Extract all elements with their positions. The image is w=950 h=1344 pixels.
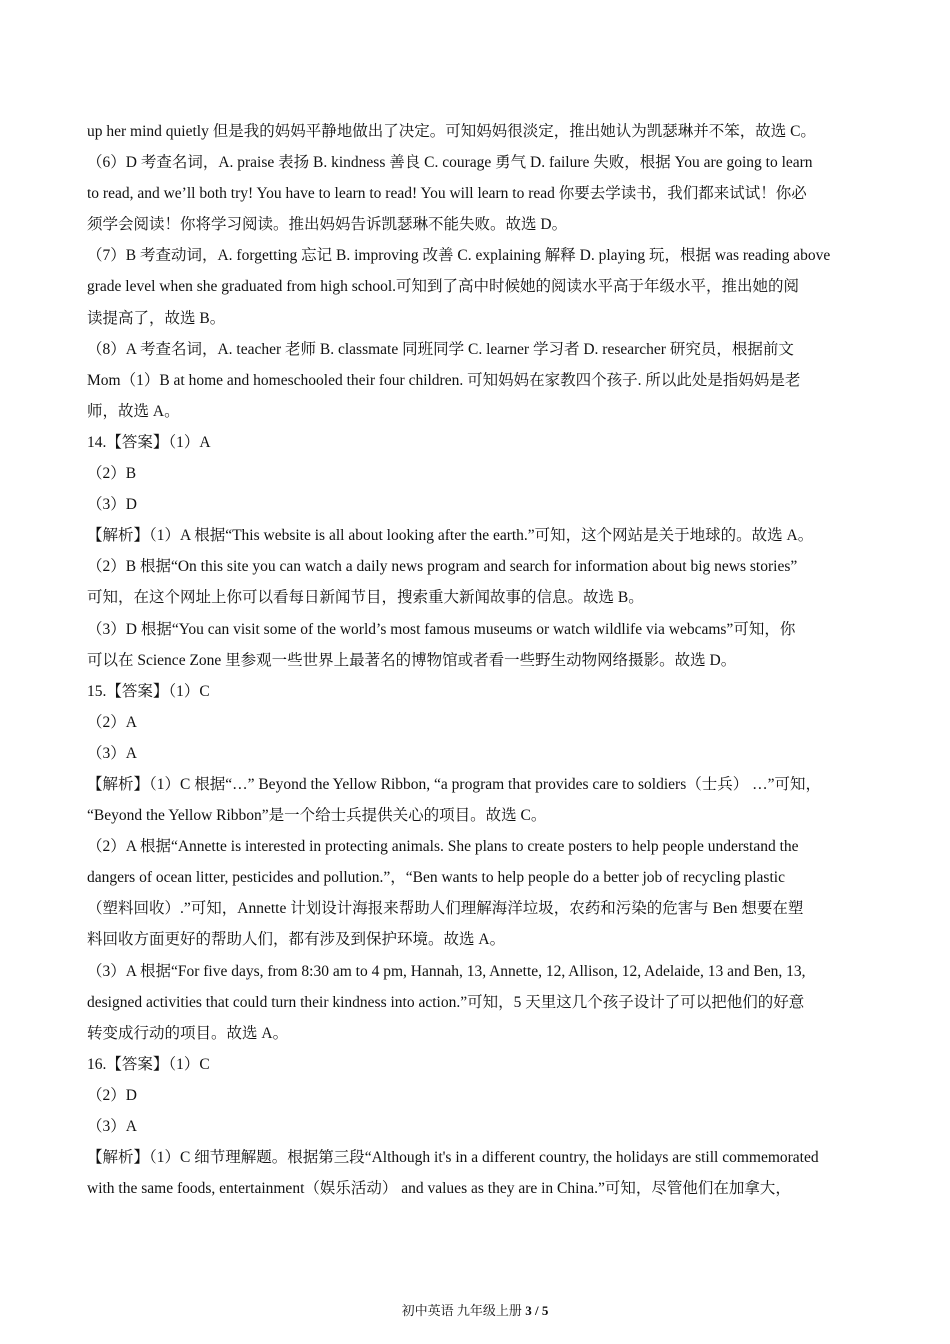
answer-text-body (87, 116, 869, 1204)
text-line: （2）D (87, 1086, 137, 1104)
text-line: up her mind quietly 但是我的妈妈平静地做出了决定。可知妈妈很淡定，推出她认为凯瑟琳并不笨，故选 C。 (87, 123, 816, 140)
text-line: （2）B 根据“On this site you can watch a daily news program and search for information about big news stories” (87, 558, 798, 576)
text-line: 师，故选 A。 (87, 402, 180, 420)
text-line: （2）A (87, 713, 137, 731)
text-line: dangers of ocean litter, pesticides and pollution.”，“Ben wants to help people do a better job of recycling plastic (87, 869, 785, 887)
text-line: （6）D 考查名词，A. praise 表扬 B. kindness 善良 C. courage 勇气 D. failure 失败，根据 You are going to learn (87, 154, 813, 172)
text-line: 料回收方面更好的帮助人们，都有涉及到保护环境。故选 A。 (87, 931, 506, 949)
text-line: 转变成行动的项目。故选 A。 (87, 1024, 289, 1042)
text-line: 可知，在这个网址上你可以看每日新闻节目，搜索重大新闻故事的信息。故选 B。 (87, 589, 644, 607)
text-line: 读提高了，故选 B。 (87, 309, 226, 327)
text-line: （2）A 根据“Annette is interested in protecting animals. She plans to create posters to help people understand the (87, 838, 799, 856)
text-line: with the same foods, entertainment（娱乐活动） and values as they are in China.”可知，尽管他们在加拿大， (87, 1180, 791, 1198)
text-line: （3）A (87, 1118, 137, 1135)
text-line: grade level when she graduated from high school.可知到了高中时候她的阅读水平高于年级水平，推出她的阅 (87, 278, 800, 296)
page-footer (0, 1302, 950, 1320)
text-line: （3）A (87, 744, 137, 762)
footer-page-total: 5 (541, 1303, 549, 1318)
text-line: 14.【答案】（1）A (87, 433, 211, 451)
text-line: （塑料回收）.”可知，Annette 计划设计海报来帮助人们理解海洋垃圾，农药和污染的危害与 Ben 想要在塑 (87, 900, 804, 918)
text-line: designed activities that could turn their kindness into action.”可知，5 天里这几个孩子设计了可以把他们的好意 (87, 993, 805, 1011)
text-line: 16.【答案】（1）C (87, 1055, 210, 1073)
text-line: Mom（1）B at home and homeschooled their four children. 可知妈妈在家教四个孩子. 所以此处是指妈妈是老 (87, 371, 801, 389)
text-line: （3）D 根据“You can visit some of the world’s most famous museums or watch wildlife via webcams”可知，你 (87, 620, 796, 638)
text-line: （8）A 考查名词，A. teacher 老师 B. classmate 同班同学 C. learner 学习者 D. researcher 研究员，根据前文 (87, 340, 794, 358)
text-line: （3）D (87, 496, 137, 514)
text-line: （3）A 根据“For five days, from 8:30 am to 4 pm, Hannah, 13, Annette, 12, Allison, 12, Adelaide, 13 and Ben, 13, (87, 962, 806, 980)
text-line: “Beyond the Yellow Ribbon”是一个给士兵提供关心的项目。故选 C。 (87, 807, 547, 825)
text-line: 【解析】（1）C 根据“…” Beyond the Yellow Ribbon, “a program that provides care to soldiers（士兵） …”可知， (87, 775, 821, 793)
text-line: 须学会阅读！你将学习阅读。推出妈妈告诉凯瑟琳不能失败。故选 D。 (87, 216, 568, 234)
footer-subject: 初中英语 九年级上册 (401, 1303, 526, 1318)
text-line: 【解析】（1）C 细节理解题。根据第三段“Although it's in a different country, the holidays are still commemorated (87, 1149, 819, 1167)
text-line: （7）B 考查动词，A. forgetting 忘记 B. improving 改善 C. explaining 解释 D. playing 玩，根据 was reading above (87, 247, 831, 265)
footer-page-separator: / (531, 1303, 542, 1318)
text-line: （2）B (87, 465, 137, 483)
text-line: 可以在 Science Zone 里参观一些世界上最著名的博物馆或者看一些野生动物网络摄影。故选 D。 (87, 651, 737, 669)
text-line: to read, and we’ll both try! You have to learn to read! You will learn to read 你要去学读书，我们都来试试！你必 (87, 185, 807, 203)
text-line: 15.【答案】（1）C (87, 682, 210, 700)
footer-page-number: 3 (525, 1303, 532, 1318)
text-line: 【解析】（1）A 根据“This website is all about looking after the earth.”可知，这个网站是关于地球的。故选 A。 (87, 527, 814, 545)
